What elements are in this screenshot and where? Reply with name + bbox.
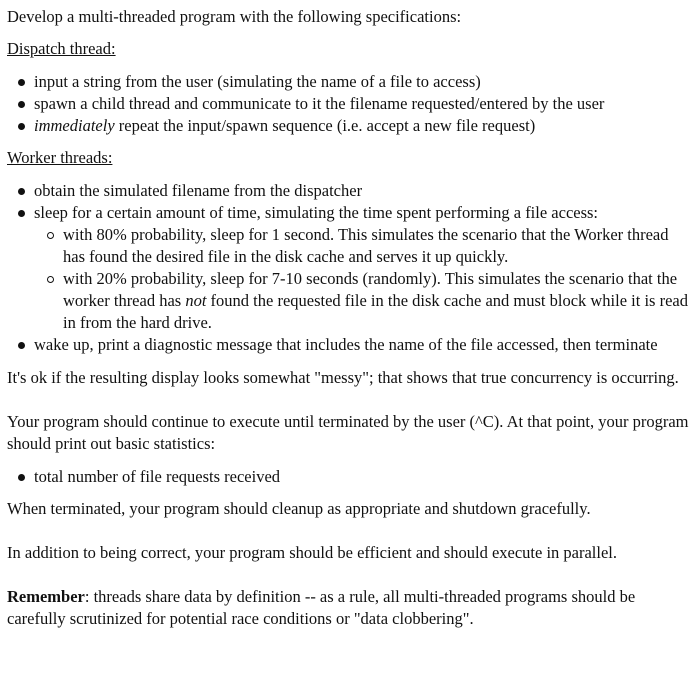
list-item <box>7 202 692 334</box>
list-item: input a string from the user (simulating the name of a file to access) <box>7 71 692 93</box>
cleanup-note-paragraph: When terminated, your program should cleanup as appropriate and shutdown gracefully. <box>7 499 591 518</box>
dispatch-thread-list <box>7 71 692 137</box>
list-item: obtain the simulated filename from the dispatcher <box>7 180 692 202</box>
efficiency-note-paragraph: In addition to being correct, your program should be efficient and should execute in parallel. <box>7 543 618 562</box>
probability-sublist <box>34 224 692 334</box>
intro-paragraph: Develop a multi-threaded program with the following specifications: <box>7 7 462 26</box>
sublist-item: with 80% probability, sleep for 1 second. This simulates the scenario that the Worker thread has found the desired file in the disk cache and serves it up quickly. <box>34 224 692 268</box>
remember-paragraph <box>7 586 692 630</box>
dispatch-thread-heading: Dispatch thread: <box>7 39 116 58</box>
sublist-item-text: found the requested file in the disk cache and must block while it is read in from the hard drive. <box>63 291 688 332</box>
worker-threads-list <box>7 180 692 356</box>
remember-text: : threads share data by definition -- as a rule, all multi-threaded programs should be carefully scrutinized for potential race conditions or "data clobbering". <box>7 587 636 628</box>
messy-note-paragraph: It's ok if the resulting display looks somewhat "messy"; that shows that true concurrency is occurring. <box>7 368 679 387</box>
emphasis-not: not <box>185 291 207 310</box>
sublist-item-text: with 20% probability, sleep for 7-10 seconds (randomly). This simulates the scenario that the worker thread has <box>63 269 678 310</box>
continue-note-paragraph: Your program should continue to execute until terminated by the user (^C). At that point, your program should print out basic statistics: <box>7 412 689 453</box>
remember-label: Remember <box>7 587 85 606</box>
list-item: total number of file requests received <box>7 466 692 488</box>
worker-threads-heading: Worker threads: <box>7 148 113 167</box>
list-item: spawn a child thread and communicate to it the filename requested/entered by the user <box>7 93 692 115</box>
list-item-text: sleep for a certain amount of time, simulating the time spent performing a file access: <box>34 203 599 222</box>
list-item-text: repeat the input/spawn sequence (i.e. accept a new file request) <box>114 116 536 135</box>
emphasis-immediately: immediately <box>34 116 115 135</box>
list-item: wake up, print a diagnostic message that includes the name of the file accessed, then terminate <box>7 334 692 356</box>
list-item <box>7 115 692 137</box>
sublist-item <box>34 268 692 334</box>
statistics-list <box>7 466 692 488</box>
